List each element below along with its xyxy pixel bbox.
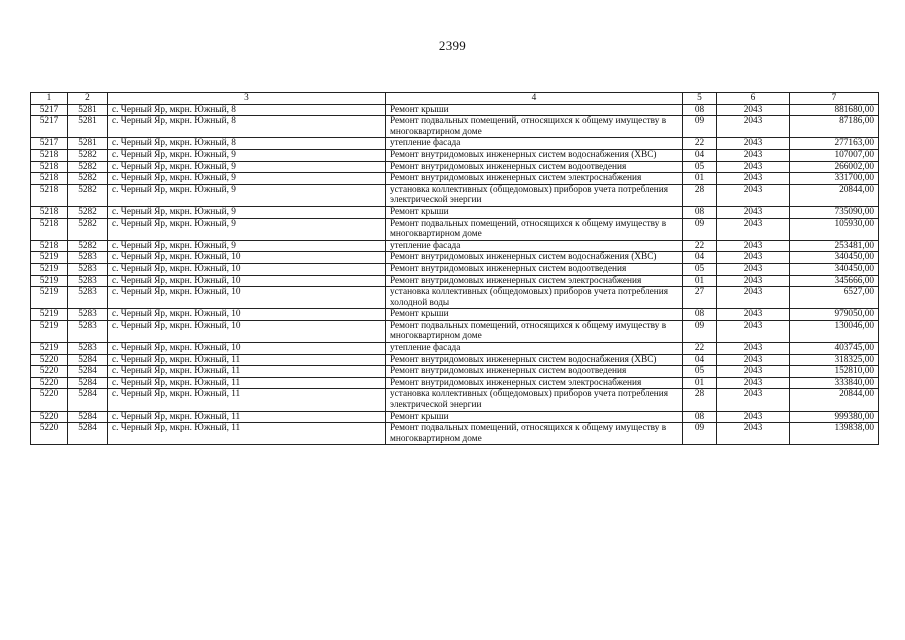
- cost-cell: 20844,00: [790, 184, 879, 206]
- year-cell: 2043: [717, 411, 790, 423]
- table-row: [31, 377, 879, 389]
- work-code-cell: 09: [683, 218, 717, 240]
- record-id-cell: 5218: [31, 206, 68, 218]
- work-code-cell: 28: [683, 389, 717, 411]
- year-cell: 2043: [717, 138, 790, 150]
- work-code-cell: 09: [683, 423, 717, 445]
- column-number-header-row: [31, 93, 879, 105]
- year-cell: 2043: [717, 366, 790, 378]
- year-cell: 2043: [717, 252, 790, 264]
- house-id-cell: 5284: [68, 389, 108, 411]
- table-row: [31, 252, 879, 264]
- table-row: [31, 116, 879, 138]
- work-type-cell: Ремонт внутридомовых инженерных систем электроснабжения: [386, 377, 683, 389]
- column-header: 5: [683, 93, 717, 105]
- table-row: [31, 240, 879, 252]
- record-id-cell: 5220: [31, 411, 68, 423]
- cost-cell: 331700,00: [790, 173, 879, 185]
- record-id-cell: 5220: [31, 366, 68, 378]
- cost-cell: 139838,00: [790, 423, 879, 445]
- house-id-cell: 5283: [68, 287, 108, 309]
- address-cell: с. Черный Яр, мкрн. Южный, 9: [108, 206, 386, 218]
- year-cell: 2043: [717, 206, 790, 218]
- cost-cell: 318325,00: [790, 354, 879, 366]
- year-cell: 2043: [717, 343, 790, 355]
- work-code-cell: 08: [683, 309, 717, 321]
- table-row: [31, 354, 879, 366]
- work-type-cell: Ремонт внутридомовых инженерных систем водоснабжения (ХВС): [386, 354, 683, 366]
- cost-cell: 340450,00: [790, 263, 879, 275]
- house-id-cell: 5284: [68, 423, 108, 445]
- house-id-cell: 5282: [68, 218, 108, 240]
- table-row: [31, 161, 879, 173]
- address-cell: с. Черный Яр, мкрн. Южный, 10: [108, 263, 386, 275]
- column-header: 2: [68, 93, 108, 105]
- table-row: [31, 275, 879, 287]
- cost-cell: 333840,00: [790, 377, 879, 389]
- cost-cell: 105930,00: [790, 218, 879, 240]
- cost-cell: 345666,00: [790, 275, 879, 287]
- cost-cell: 277163,00: [790, 138, 879, 150]
- work-code-cell: 22: [683, 240, 717, 252]
- record-id-cell: 5219: [31, 309, 68, 321]
- house-id-cell: 5282: [68, 149, 108, 161]
- house-id-cell: 5282: [68, 184, 108, 206]
- table-row: [31, 320, 879, 342]
- work-type-cell: Ремонт внутридомовых инженерных систем электроснабжения: [386, 173, 683, 185]
- year-cell: 2043: [717, 240, 790, 252]
- work-code-cell: 01: [683, 275, 717, 287]
- record-id-cell: 5219: [31, 263, 68, 275]
- address-cell: с. Черный Яр, мкрн. Южный, 10: [108, 275, 386, 287]
- column-header: 7: [790, 93, 879, 105]
- record-id-cell: 5218: [31, 149, 68, 161]
- cost-cell: 6527,00: [790, 287, 879, 309]
- cost-cell: 266002,00: [790, 161, 879, 173]
- work-type-cell: установка коллективных (общедомовых) приборов учета потребления электрической энергии: [386, 184, 683, 206]
- address-cell: с. Черный Яр, мкрн. Южный, 10: [108, 287, 386, 309]
- cost-cell: 87186,00: [790, 116, 879, 138]
- work-code-cell: 09: [683, 320, 717, 342]
- cost-cell: 107007,00: [790, 149, 879, 161]
- record-id-cell: 5217: [31, 116, 68, 138]
- column-header: 3: [108, 93, 386, 105]
- table-row: [31, 206, 879, 218]
- work-code-cell: 05: [683, 161, 717, 173]
- work-type-cell: утепление фасада: [386, 138, 683, 150]
- work-code-cell: 05: [683, 366, 717, 378]
- record-id-cell: 5218: [31, 161, 68, 173]
- work-type-cell: Ремонт внутридомовых инженерных систем электроснабжения: [386, 275, 683, 287]
- work-type-cell: утепление фасада: [386, 343, 683, 355]
- record-id-cell: 5218: [31, 184, 68, 206]
- record-id-cell: 5220: [31, 354, 68, 366]
- work-type-cell: Ремонт внутридомовых инженерных систем водоотведения: [386, 161, 683, 173]
- work-code-cell: 08: [683, 411, 717, 423]
- table-row: [31, 263, 879, 275]
- house-id-cell: 5284: [68, 354, 108, 366]
- address-cell: с. Черный Яр, мкрн. Южный, 9: [108, 173, 386, 185]
- work-type-cell: Ремонт крыши: [386, 411, 683, 423]
- record-id-cell: 5219: [31, 287, 68, 309]
- year-cell: 2043: [717, 320, 790, 342]
- record-id-cell: 5219: [31, 252, 68, 264]
- work-type-cell: утепление фасада: [386, 240, 683, 252]
- cost-cell: 999380,00: [790, 411, 879, 423]
- table-row: [31, 287, 879, 309]
- work-type-cell: установка коллективных (общедомовых) приборов учета потребления электрической энергии: [386, 389, 683, 411]
- cost-cell: 253481,00: [790, 240, 879, 252]
- record-id-cell: 5220: [31, 377, 68, 389]
- work-code-cell: 04: [683, 252, 717, 264]
- record-id-cell: 5217: [31, 138, 68, 150]
- address-cell: с. Черный Яр, мкрн. Южный, 8: [108, 104, 386, 116]
- record-id-cell: 5218: [31, 218, 68, 240]
- work-type-cell: Ремонт крыши: [386, 206, 683, 218]
- house-id-cell: 5281: [68, 104, 108, 116]
- address-cell: с. Черный Яр, мкрн. Южный, 11: [108, 423, 386, 445]
- house-id-cell: 5282: [68, 173, 108, 185]
- year-cell: 2043: [717, 104, 790, 116]
- address-cell: с. Черный Яр, мкрн. Южный, 9: [108, 218, 386, 240]
- year-cell: 2043: [717, 287, 790, 309]
- address-cell: с. Черный Яр, мкрн. Южный, 10: [108, 343, 386, 355]
- table-row: [31, 173, 879, 185]
- year-cell: 2043: [717, 423, 790, 445]
- year-cell: 2043: [717, 161, 790, 173]
- table-row: [31, 138, 879, 150]
- address-cell: с. Черный Яр, мкрн. Южный, 11: [108, 354, 386, 366]
- address-cell: с. Черный Яр, мкрн. Южный, 9: [108, 240, 386, 252]
- table-body: [31, 104, 879, 445]
- work-code-cell: 28: [683, 184, 717, 206]
- year-cell: 2043: [717, 173, 790, 185]
- table-row: [31, 366, 879, 378]
- address-cell: с. Черный Яр, мкрн. Южный, 8: [108, 116, 386, 138]
- page-number: 2399: [438, 38, 467, 53]
- work-code-cell: 22: [683, 343, 717, 355]
- year-cell: 2043: [717, 263, 790, 275]
- address-cell: с. Черный Яр, мкрн. Южный, 10: [108, 252, 386, 264]
- house-id-cell: 5281: [68, 138, 108, 150]
- house-id-cell: 5284: [68, 411, 108, 423]
- work-type-cell: Ремонт подвальных помещений, относящихся к общему имуществу в многоквартирном доме: [386, 116, 683, 138]
- record-id-cell: 5218: [31, 240, 68, 252]
- house-id-cell: 5283: [68, 309, 108, 321]
- cost-cell: 20844,00: [790, 389, 879, 411]
- house-id-cell: 5284: [68, 366, 108, 378]
- house-id-cell: 5282: [68, 206, 108, 218]
- year-cell: 2043: [717, 389, 790, 411]
- work-type-cell: Ремонт подвальных помещений, относящихся к общему имуществу в многоквартирном доме: [386, 218, 683, 240]
- work-type-cell: Ремонт внутридомовых инженерных систем водоотведения: [386, 263, 683, 275]
- year-cell: 2043: [717, 116, 790, 138]
- work-code-cell: 04: [683, 149, 717, 161]
- work-code-cell: 08: [683, 206, 717, 218]
- year-cell: 2043: [717, 218, 790, 240]
- work-code-cell: 08: [683, 104, 717, 116]
- address-cell: с. Черный Яр, мкрн. Южный, 11: [108, 377, 386, 389]
- work-type-cell: Ремонт крыши: [386, 104, 683, 116]
- address-cell: с. Черный Яр, мкрн. Южный, 8: [108, 138, 386, 150]
- cost-cell: 152810,00: [790, 366, 879, 378]
- work-type-cell: Ремонт подвальных помещений, относящихся к общему имуществу в многоквартирном доме: [386, 320, 683, 342]
- address-cell: с. Черный Яр, мкрн. Южный, 9: [108, 161, 386, 173]
- address-cell: с. Черный Яр, мкрн. Южный, 10: [108, 309, 386, 321]
- work-type-cell: Ремонт внутридомовых инженерных систем водоснабжения (ХВС): [386, 149, 683, 161]
- record-id-cell: 5220: [31, 389, 68, 411]
- work-code-cell: 09: [683, 116, 717, 138]
- work-code-cell: 04: [683, 354, 717, 366]
- house-id-cell: 5283: [68, 320, 108, 342]
- table-row: [31, 389, 879, 411]
- work-code-cell: 05: [683, 263, 717, 275]
- record-id-cell: 5220: [31, 423, 68, 445]
- work-type-cell: Ремонт подвальных помещений, относящихся к общему имуществу в многоквартирном доме: [386, 423, 683, 445]
- column-header: 1: [31, 93, 68, 105]
- address-cell: с. Черный Яр, мкрн. Южный, 9: [108, 149, 386, 161]
- address-cell: с. Черный Яр, мкрн. Южный, 11: [108, 389, 386, 411]
- cost-cell: 403745,00: [790, 343, 879, 355]
- year-cell: 2043: [717, 377, 790, 389]
- year-cell: 2043: [717, 354, 790, 366]
- work-type-cell: Ремонт внутридомовых инженерных систем водоотведения: [386, 366, 683, 378]
- cost-cell: 340450,00: [790, 252, 879, 264]
- house-id-cell: 5283: [68, 343, 108, 355]
- year-cell: 2043: [717, 184, 790, 206]
- address-cell: с. Черный Яр, мкрн. Южный, 11: [108, 411, 386, 423]
- work-type-cell: Ремонт внутридомовых инженерных систем водоснабжения (ХВС): [386, 252, 683, 264]
- address-cell: с. Черный Яр, мкрн. Южный, 9: [108, 184, 386, 206]
- table-row: [31, 343, 879, 355]
- house-id-cell: 5283: [68, 275, 108, 287]
- work-type-cell: Ремонт крыши: [386, 309, 683, 321]
- repair-register-table: [30, 92, 879, 445]
- table-row: [31, 149, 879, 161]
- table-row: [31, 104, 879, 116]
- house-id-cell: 5281: [68, 116, 108, 138]
- house-id-cell: 5283: [68, 252, 108, 264]
- house-id-cell: 5282: [68, 240, 108, 252]
- house-id-cell: 5282: [68, 161, 108, 173]
- work-type-cell: установка коллективных (общедомовых) приборов учета потребления холодной воды: [386, 287, 683, 309]
- address-cell: с. Черный Яр, мкрн. Южный, 11: [108, 366, 386, 378]
- record-id-cell: 5219: [31, 320, 68, 342]
- table-row: [31, 184, 879, 206]
- cost-cell: 979050,00: [790, 309, 879, 321]
- cost-cell: 735090,00: [790, 206, 879, 218]
- cost-cell: 881680,00: [790, 104, 879, 116]
- work-code-cell: 01: [683, 377, 717, 389]
- table-row: [31, 423, 879, 445]
- year-cell: 2043: [717, 275, 790, 287]
- column-header: 6: [717, 93, 790, 105]
- house-id-cell: 5283: [68, 263, 108, 275]
- cost-cell: 130046,00: [790, 320, 879, 342]
- record-id-cell: 5218: [31, 173, 68, 185]
- column-header: 4: [386, 93, 683, 105]
- work-code-cell: 27: [683, 287, 717, 309]
- table-row: [31, 309, 879, 321]
- record-id-cell: 5219: [31, 275, 68, 287]
- house-id-cell: 5284: [68, 377, 108, 389]
- table-row: [31, 411, 879, 423]
- work-code-cell: 01: [683, 173, 717, 185]
- address-cell: с. Черный Яр, мкрн. Южный, 10: [108, 320, 386, 342]
- record-id-cell: 5217: [31, 104, 68, 116]
- year-cell: 2043: [717, 149, 790, 161]
- table-row: [31, 218, 879, 240]
- record-id-cell: 5219: [31, 343, 68, 355]
- year-cell: 2043: [717, 309, 790, 321]
- work-code-cell: 22: [683, 138, 717, 150]
